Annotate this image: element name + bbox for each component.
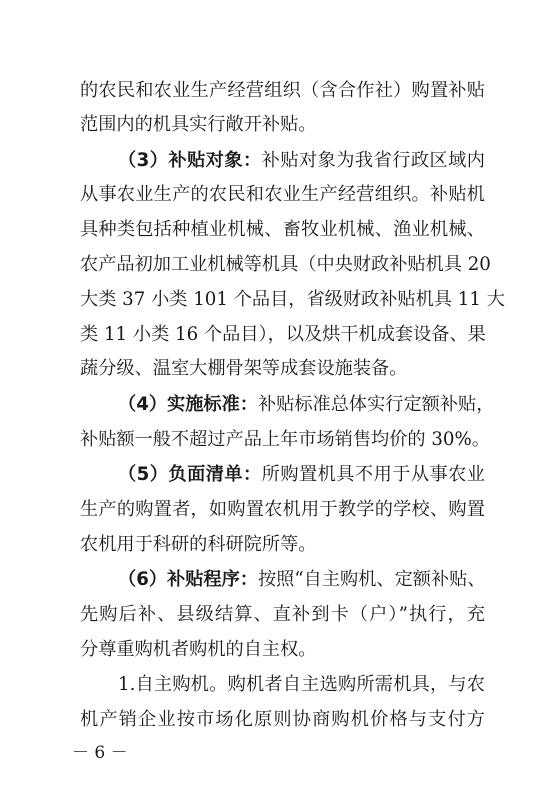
section-heading: （4）实施标准： <box>118 394 258 415</box>
text-line: 生产的购置者，如购置农机用于教学的学校、购置 <box>80 499 485 520</box>
text-line: 类 11 小类 16 个品目），以及烘干机成套设备、果 <box>80 324 486 345</box>
section-heading: （5）负面清单： <box>118 464 262 485</box>
text-line: 的农民和农业生产经营组织（含合作社）购置补贴 <box>80 80 485 101</box>
text-line: 大类 37 小类 101 个品目，省级财政补贴机具 11 大 <box>80 289 505 310</box>
paragraph-heading-line: （5）负面清单：所购置机具不用于从事农业 <box>118 464 485 485</box>
section-heading: （3）补贴对象： <box>118 150 262 171</box>
section-heading: （6）补贴程序： <box>118 569 258 590</box>
text-line: 分尊重购机者购机的自主权。 <box>80 639 317 660</box>
text-line: 1.自主购机。购机者自主选购所需机具，与农 <box>118 674 485 695</box>
text-line: 农产品初加工业机械等机具（中央财政补贴机具 20 <box>80 254 491 275</box>
page-number: － 6 － <box>72 743 128 763</box>
paragraph-heading-line: （6）补贴程序：按照“自主购机、定额补贴、 <box>118 569 486 590</box>
text-line: 先购后补、县级结算、直补到卡（户）”执行，充 <box>80 604 485 625</box>
paragraph-heading-line: （3）补贴对象：补贴对象为我省行政区域内 <box>118 150 485 171</box>
text-line: 补贴额一般不超过产品上年市场销售均价的 30%。 <box>80 429 490 450</box>
text-line: 范围内的机具实行敞开补贴。 <box>80 114 317 135</box>
text-line: 具种类包括种植业机械、畜牧业机械、渔业机械、 <box>80 219 485 240</box>
text-line: 从事农业生产的农民和农业生产经营组织。补贴机 <box>80 184 485 205</box>
paragraph-heading-line: （4）实施标准：补贴标准总体实行定额补贴， <box>118 394 495 415</box>
text-line: 机产销企业按市场化原则协商购机价格与支付方 <box>80 709 485 730</box>
text-line: 农机用于科研的科研院所等。 <box>80 534 317 555</box>
text-line: 蔬分级、温室大棚骨架等成套设施装备。 <box>80 358 408 379</box>
